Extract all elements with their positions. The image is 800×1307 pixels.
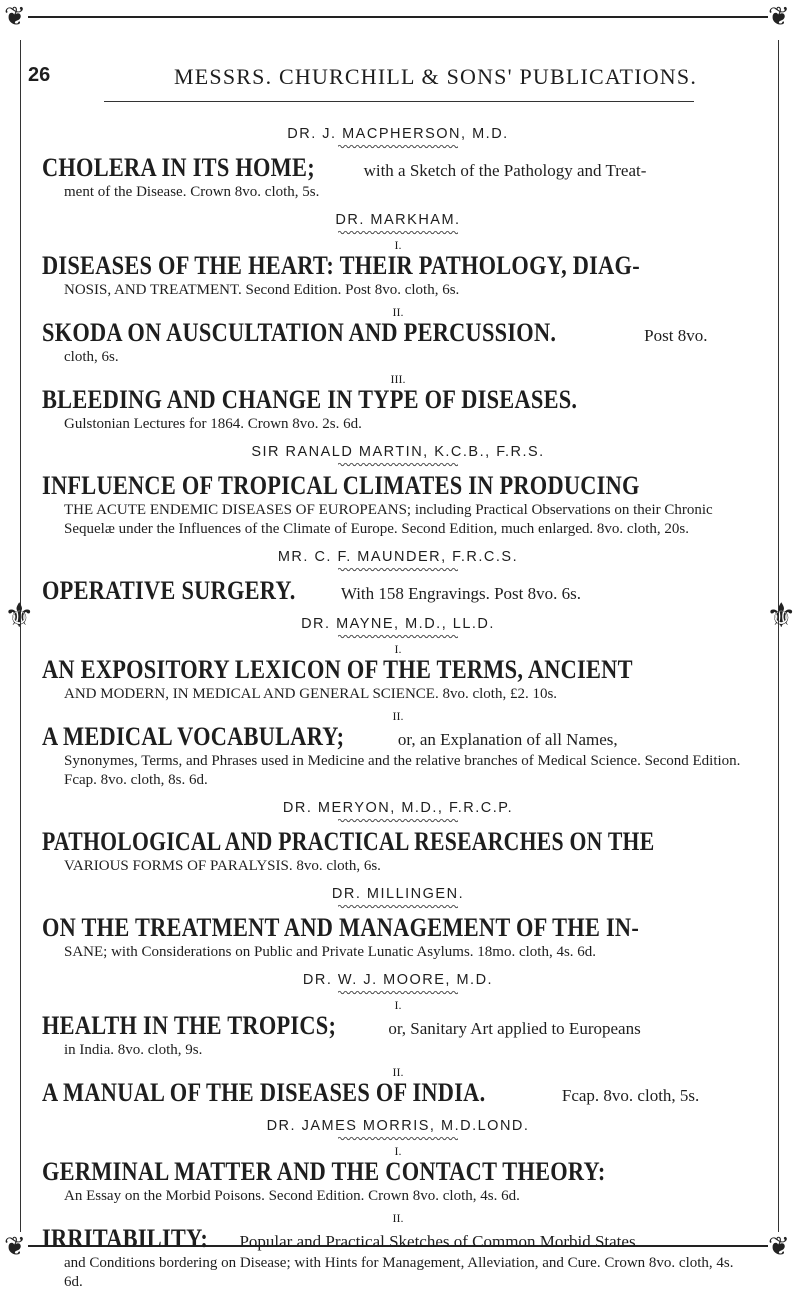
book-entry <box>42 1078 754 1108</box>
book-inline-description: or, Sanitary Art applied to Europeans <box>384 1019 641 1038</box>
page-number: 26 <box>28 64 51 86</box>
author-heading: DR. JAMES MORRIS, M.D.LOND. <box>266 1118 530 1134</box>
item-numeral: II. <box>392 1211 404 1225</box>
book-description: and Conditions bordering on Disease; with Hints for Management, Alleviation, and Cure. Crown 8vo. cloth, 4s. 6d. <box>64 1255 734 1290</box>
page-header <box>0 64 800 90</box>
book-entry <box>42 913 754 962</box>
author-heading: DR. W. J. MOORE, M.D. <box>302 972 494 988</box>
book-entry <box>42 471 754 539</box>
author-section <box>42 126 754 202</box>
book-title: A MEDICAL VOCABULARY; <box>42 722 345 751</box>
item-numeral: II. <box>392 1065 404 1079</box>
wavy-rule-icon <box>338 567 458 572</box>
corner-ornament-icon: ❦ <box>768 1232 790 1261</box>
book-inline-description: with a Sketch of the Pathology and Treat- <box>359 161 647 180</box>
book-entry <box>42 251 754 300</box>
book-title: BLEEDING AND CHANGE IN TYPE OF DISEASES. <box>42 385 578 414</box>
author-section <box>42 1118 754 1292</box>
book-inline-description: With 158 Engravings. Post 8vo. 6s. <box>336 584 581 603</box>
item-numeral: I. <box>394 238 402 252</box>
item-numeral: I. <box>394 998 402 1012</box>
book-entry <box>42 1157 754 1206</box>
author-heading: DR. MARKHAM. <box>335 212 461 228</box>
side-ornament-icon: ⚜ <box>766 598 797 635</box>
author-section <box>42 616 754 790</box>
book-description: ment of the Disease. Crown 8vo. cloth, 5s. <box>64 184 320 200</box>
book-entry <box>42 576 754 606</box>
corner-ornament-icon: ❦ <box>768 2 790 31</box>
book-description: NOSIS, AND TREATMENT. Second Edition. Post 8vo. cloth, 6s. <box>64 282 460 298</box>
side-ornament-icon: ⚜ <box>4 598 35 635</box>
book-title: OPERATIVE SURGERY. <box>42 576 296 605</box>
author-heading: DR. MAYNE, M.D., LL.D. <box>301 616 495 632</box>
header-rule <box>104 101 694 102</box>
book-entry <box>42 1224 754 1292</box>
book-entry <box>42 385 754 434</box>
wavy-rule-icon <box>338 462 458 467</box>
book-title: IRRITABILITY: <box>42 1224 209 1253</box>
book-title: A MANUAL OF THE DISEASES OF INDIA. <box>42 1078 486 1107</box>
wavy-rule-icon <box>338 904 458 909</box>
running-head: MESSRS. CHURCHILL & SONS' PUBLICATIONS. <box>174 64 698 89</box>
book-description: Synonymes, Terms, and Phrases used in Medicine and the relative branches of Medical Science. Second Edition. Fcap. 8vo. cloth, 8s. 6d. <box>64 753 741 788</box>
wavy-rule-icon <box>338 144 458 149</box>
book-title: GERMINAL MATTER AND THE CONTACT THEORY: <box>42 1157 606 1186</box>
book-title: PATHOLOGICAL AND PRACTICAL RESEARCHES ON THE <box>42 827 655 856</box>
wavy-rule-icon <box>338 818 458 823</box>
catalogue-listing <box>42 116 754 1298</box>
book-inline-description: Popular and Practical Sketches of Common Morbid States <box>235 1232 636 1251</box>
author-section <box>42 972 754 1108</box>
author-heading: SIR RANALD MARTIN, K.C.B., F.R.S. <box>251 444 545 460</box>
book-description: AND MODERN, IN MEDICAL AND GENERAL SCIENCE. 8vo. cloth, £2. 10s. <box>64 686 558 702</box>
wavy-rule-icon <box>338 230 458 235</box>
book-description: An Essay on the Morbid Poisons. Second Edition. Crown 8vo. cloth, 4s. 6d. <box>64 1188 520 1204</box>
book-inline-description: or, an Explanation of all Names, <box>393 730 618 749</box>
book-description: THE ACUTE ENDEMIC DISEASES OF EUROPEANS; including Practical Observations on their Chronic Sequelæ under the Influences of the Climate of Europe. Second Edition, much enlarged. 8vo. cloth, 20s. <box>64 502 713 537</box>
book-title: DISEASES OF THE HEART: THEIR PATHOLOGY, DIAG- <box>42 251 640 280</box>
author-heading: DR. MILLINGEN. <box>331 886 465 902</box>
item-numeral: III. <box>390 372 406 386</box>
author-section <box>42 549 754 606</box>
book-entry <box>42 655 754 704</box>
author-section <box>42 800 754 876</box>
book-inline-description: Fcap. 8vo. cloth, 5s. <box>557 1086 700 1105</box>
book-title: SKODA ON AUSCULTATION AND PERCUSSION. <box>42 318 557 347</box>
book-title: INFLUENCE OF TROPICAL CLIMATES IN PRODUCING <box>42 471 640 500</box>
book-title: HEALTH IN THE TROPICS; <box>42 1011 337 1040</box>
left-border <box>20 40 21 1232</box>
book-title: CHOLERA IN ITS HOME; <box>42 153 315 182</box>
book-entry <box>42 318 754 367</box>
author-section <box>42 212 754 434</box>
author-section <box>42 444 754 539</box>
book-title: ON THE TREATMENT AND MANAGEMENT OF THE IN- <box>42 913 640 942</box>
book-entry <box>42 722 754 790</box>
book-description: SANE; with Considerations on Public and Private Lunatic Asylums. 18mo. cloth, 4s. 6d. <box>64 944 597 960</box>
book-title: AN EXPOSITORY LEXICON OF THE TERMS, ANCIENT <box>42 655 633 684</box>
wavy-rule-icon <box>338 634 458 639</box>
author-heading: DR. J. MACPHERSON, M.D. <box>287 126 509 142</box>
book-description: VARIOUS FORMS OF PARALYSIS. 8vo. cloth, 6s. <box>64 858 381 874</box>
corner-ornament-icon: ❦ <box>4 2 26 31</box>
book-entry <box>42 1011 754 1060</box>
book-description: in India. 8vo. cloth, 9s. <box>64 1042 203 1058</box>
author-heading: DR. MERYON, M.D., F.R.C.P. <box>282 800 514 816</box>
book-description: Gulstonian Lectures for 1864. Crown 8vo. 2s. 6d. <box>64 416 362 432</box>
item-numeral: I. <box>394 1144 402 1158</box>
author-heading: MR. C. F. MAUNDER, F.R.C.S. <box>277 549 519 565</box>
author-section <box>42 886 754 962</box>
book-entry <box>42 153 754 202</box>
corner-ornament-icon: ❦ <box>4 1232 26 1261</box>
book-description: cloth, 6s. <box>64 349 119 365</box>
right-border <box>778 40 779 1232</box>
top-rule <box>28 16 768 18</box>
item-numeral: II. <box>392 305 404 319</box>
wavy-rule-icon <box>338 990 458 995</box>
book-inline-description: Post 8vo. <box>639 326 708 345</box>
wavy-rule-icon <box>338 1136 458 1141</box>
item-numeral: II. <box>392 709 404 723</box>
book-entry <box>42 827 754 876</box>
item-numeral: I. <box>394 642 402 656</box>
